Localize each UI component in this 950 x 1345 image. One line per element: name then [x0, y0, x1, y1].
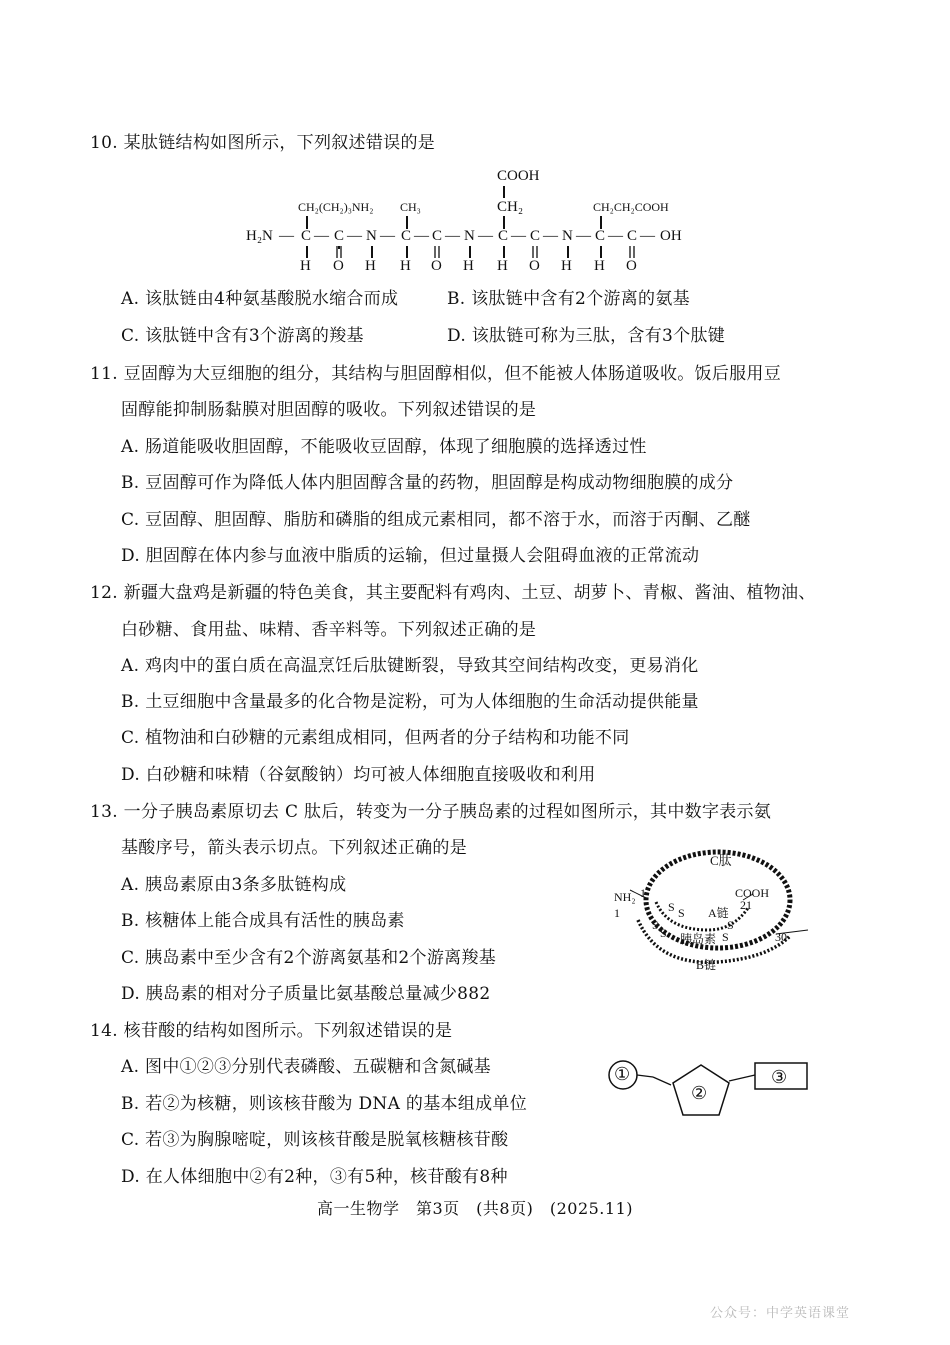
disulfide-s: S — [652, 918, 659, 932]
a-chain-label: A链 — [708, 906, 729, 920]
page-footer: 高一生物学 第3页 (共8页) (2025.11) — [317, 1199, 633, 1218]
side-chain-alanine: CH₃ — [400, 200, 421, 214]
backbone-atom: C — [627, 228, 638, 244]
carbonyl-double-bonds — [0, 0, 950, 300]
q10-option-c: C. 该肽链中含有3个游离的羧基 — [121, 326, 364, 346]
backbone-atom: N — [562, 228, 573, 244]
c-terminus: OH — [660, 228, 682, 244]
q13-option-d: D. 胰岛素的相对分子质量比氨基酸总量减少882 — [121, 984, 491, 1004]
q13-option-a: A. 胰岛素原由3条多肽链构成 — [121, 875, 347, 895]
bond: — — [380, 228, 395, 244]
q12-option-a: A. 鸡肉中的蛋白质在高温烹饪后肽键断裂，导致其空间结构改变，更易消化 — [121, 656, 699, 676]
aa-30-label: 30 — [775, 930, 787, 944]
b-chain-label: B链 — [696, 958, 717, 972]
q13-option-b: B. 核糖体上能合成具有活性的胰岛素 — [121, 911, 405, 931]
bottom-h: H — [594, 258, 605, 274]
nucleotide-diagram — [605, 1055, 815, 1125]
bond: — — [314, 228, 329, 244]
aa-1-label: 1 — [640, 886, 646, 900]
backbone-atom: C — [432, 228, 443, 244]
cooh-label: COOH — [735, 886, 770, 900]
q13-stem-line2: 基酸序号，箭头表示切点。下列叙述正确的是 — [121, 838, 467, 858]
part-2-label: ② — [691, 1083, 708, 1103]
q12-option-c: C. 植物油和白砂糖的元素组成相同，但两者的分子结构和功能不同 — [121, 728, 630, 748]
side-chain-asp-ch2: CH₂ — [497, 199, 524, 215]
disulfide-s: S — [678, 906, 685, 920]
backbone-atom: C — [334, 228, 345, 244]
backbone-atom: C — [401, 228, 412, 244]
bond: — — [445, 228, 460, 244]
bond: — — [543, 228, 558, 244]
q11-option-a: A. 肠道能吸收胆固醇，不能吸收豆固醇，体现了细胞膜的选择透过性 — [121, 437, 647, 457]
bottom-o: O — [529, 258, 540, 274]
backbone-atom: C — [498, 228, 509, 244]
q10-option-d: D. 该肽链可称为三肽，含有3个肽键 — [447, 326, 726, 346]
q12-option-b: B. 土豆细胞中含量最多的化合物是淀粉，可为人体细胞的生命活动提供能量 — [121, 692, 699, 712]
q11-stem-line1: 11. 豆固醇为大豆细胞的组分，其结构与胆固醇相似，但不能被人体肠道吸收。饭后服用豆 — [90, 364, 782, 384]
aa-1b-label: 1 — [614, 906, 620, 920]
q10-option-b: B. 该肽链中含有2个游离的氨基 — [447, 289, 690, 309]
q11-stem-line2: 固醇能抑制肠黏膜对胆固醇的吸收。下列叙述错误的是 — [121, 400, 537, 420]
bond: — — [511, 228, 526, 244]
bottom-h: H — [561, 258, 572, 274]
bond: — — [414, 228, 429, 244]
part-1-label: ① — [614, 1064, 631, 1084]
bottom-h: H — [400, 258, 411, 274]
bottom-h: H — [300, 258, 311, 274]
q13-option-c: C. 胰岛素中至少含有2个游离氨基和2个游离羧基 — [121, 948, 497, 968]
q14-stem: 14. 核苷酸的结构如图所示。下列叙述错误的是 — [90, 1021, 453, 1041]
q11-option-d: D. 胆固醇在体内参与血液中脂质的运输，但过量摄人会阻碍血液的正常流动 — [121, 546, 700, 566]
q14-option-d: D. 在人体细胞中②有2种，③有5种，核苷酸有8种 — [121, 1167, 508, 1187]
bottom-h: H — [497, 258, 508, 274]
q10-option-a: A. 该肽链由4种氨基酸脱水缩合而成 — [121, 289, 399, 309]
q10-stem: 10. 某肽链结构如图所示，下列叙述错误的是 — [90, 133, 436, 153]
bond: — — [347, 228, 362, 244]
n-terminus: H₂N — [246, 228, 273, 244]
backbone-atom: N — [464, 228, 475, 244]
backbone-atom: C — [595, 228, 606, 244]
q12-option-d: D. 白砂糖和味精（谷氨酸钠）均可被人体细胞直接吸收和利用 — [121, 765, 596, 785]
c-peptide-label: C肽 — [710, 853, 732, 868]
bottom-h: H — [365, 258, 376, 274]
side-chain-asp-cooh: COOH — [497, 168, 540, 184]
q12-stem-line1: 12. 新疆大盘鸡是新疆的特色美食，其主要配料有鸡肉、土豆、胡萝卜、青椒、酱油、植物油、 — [90, 583, 816, 603]
q14-option-c: C. 若③为胸腺嘧啶，则该核苷酸是脱氧核糖核苷酸 — [121, 1130, 509, 1150]
bond: — — [608, 228, 623, 244]
bottom-h: H — [463, 258, 474, 274]
bottom-o: O — [431, 258, 442, 274]
disulfide-s: S — [668, 900, 675, 914]
q14-option-a: A. 图中①②③分别代表磷酸、五碳糖和含氮碱基 — [121, 1057, 491, 1077]
aa-21-label: 21 — [740, 898, 752, 912]
bond: — — [640, 228, 655, 244]
q11-option-b: B. 豆固醇可作为降低人体内胆固醇含量的药物，胆固醇是构成动物细胞膜的成分 — [121, 473, 734, 493]
q13-stem-line1: 13. 一分子胰岛素原切去 C 肽后，转变为一分子胰岛素的过程如图所示，其中数字表示氨 — [90, 802, 772, 822]
q11-option-c: C. 豆固醇、胆固醇、脂肪和磷脂的组成元素相同，都不溶于水，而溶于丙酮、乙醚 — [121, 510, 751, 530]
insulin-label: 胰岛素 — [680, 932, 717, 946]
bottom-o: O — [333, 258, 344, 274]
disulfide-s: S — [660, 926, 667, 940]
backbone-atom: N — [366, 228, 377, 244]
disulfide-s: S — [722, 930, 729, 944]
bond: — — [478, 228, 493, 244]
q14-option-b: B. 若②为核糖，则该核苷酸为 DNA 的基本组成单位 — [121, 1094, 527, 1114]
part-3-label: ③ — [771, 1067, 788, 1087]
side-chain-lysine: CH₂(CH₂)₃NH₂ — [298, 200, 374, 214]
watermark: 公众号：中学英语课堂 — [710, 1306, 851, 1321]
q12-stem-line2: 白砂糖、食用盐、味精、香辛料等。下列叙述正确的是 — [121, 620, 537, 640]
backbone-atom: C — [530, 228, 541, 244]
bottom-o: O — [626, 258, 637, 274]
disulfide-s: S — [727, 918, 734, 932]
nh2-label: NH₂ — [614, 890, 636, 904]
side-chain-glutamate: CH₂CH₂COOH — [593, 200, 669, 214]
bond: — — [576, 228, 591, 244]
backbone-atom: C — [301, 228, 312, 244]
bond: — — [279, 228, 294, 244]
